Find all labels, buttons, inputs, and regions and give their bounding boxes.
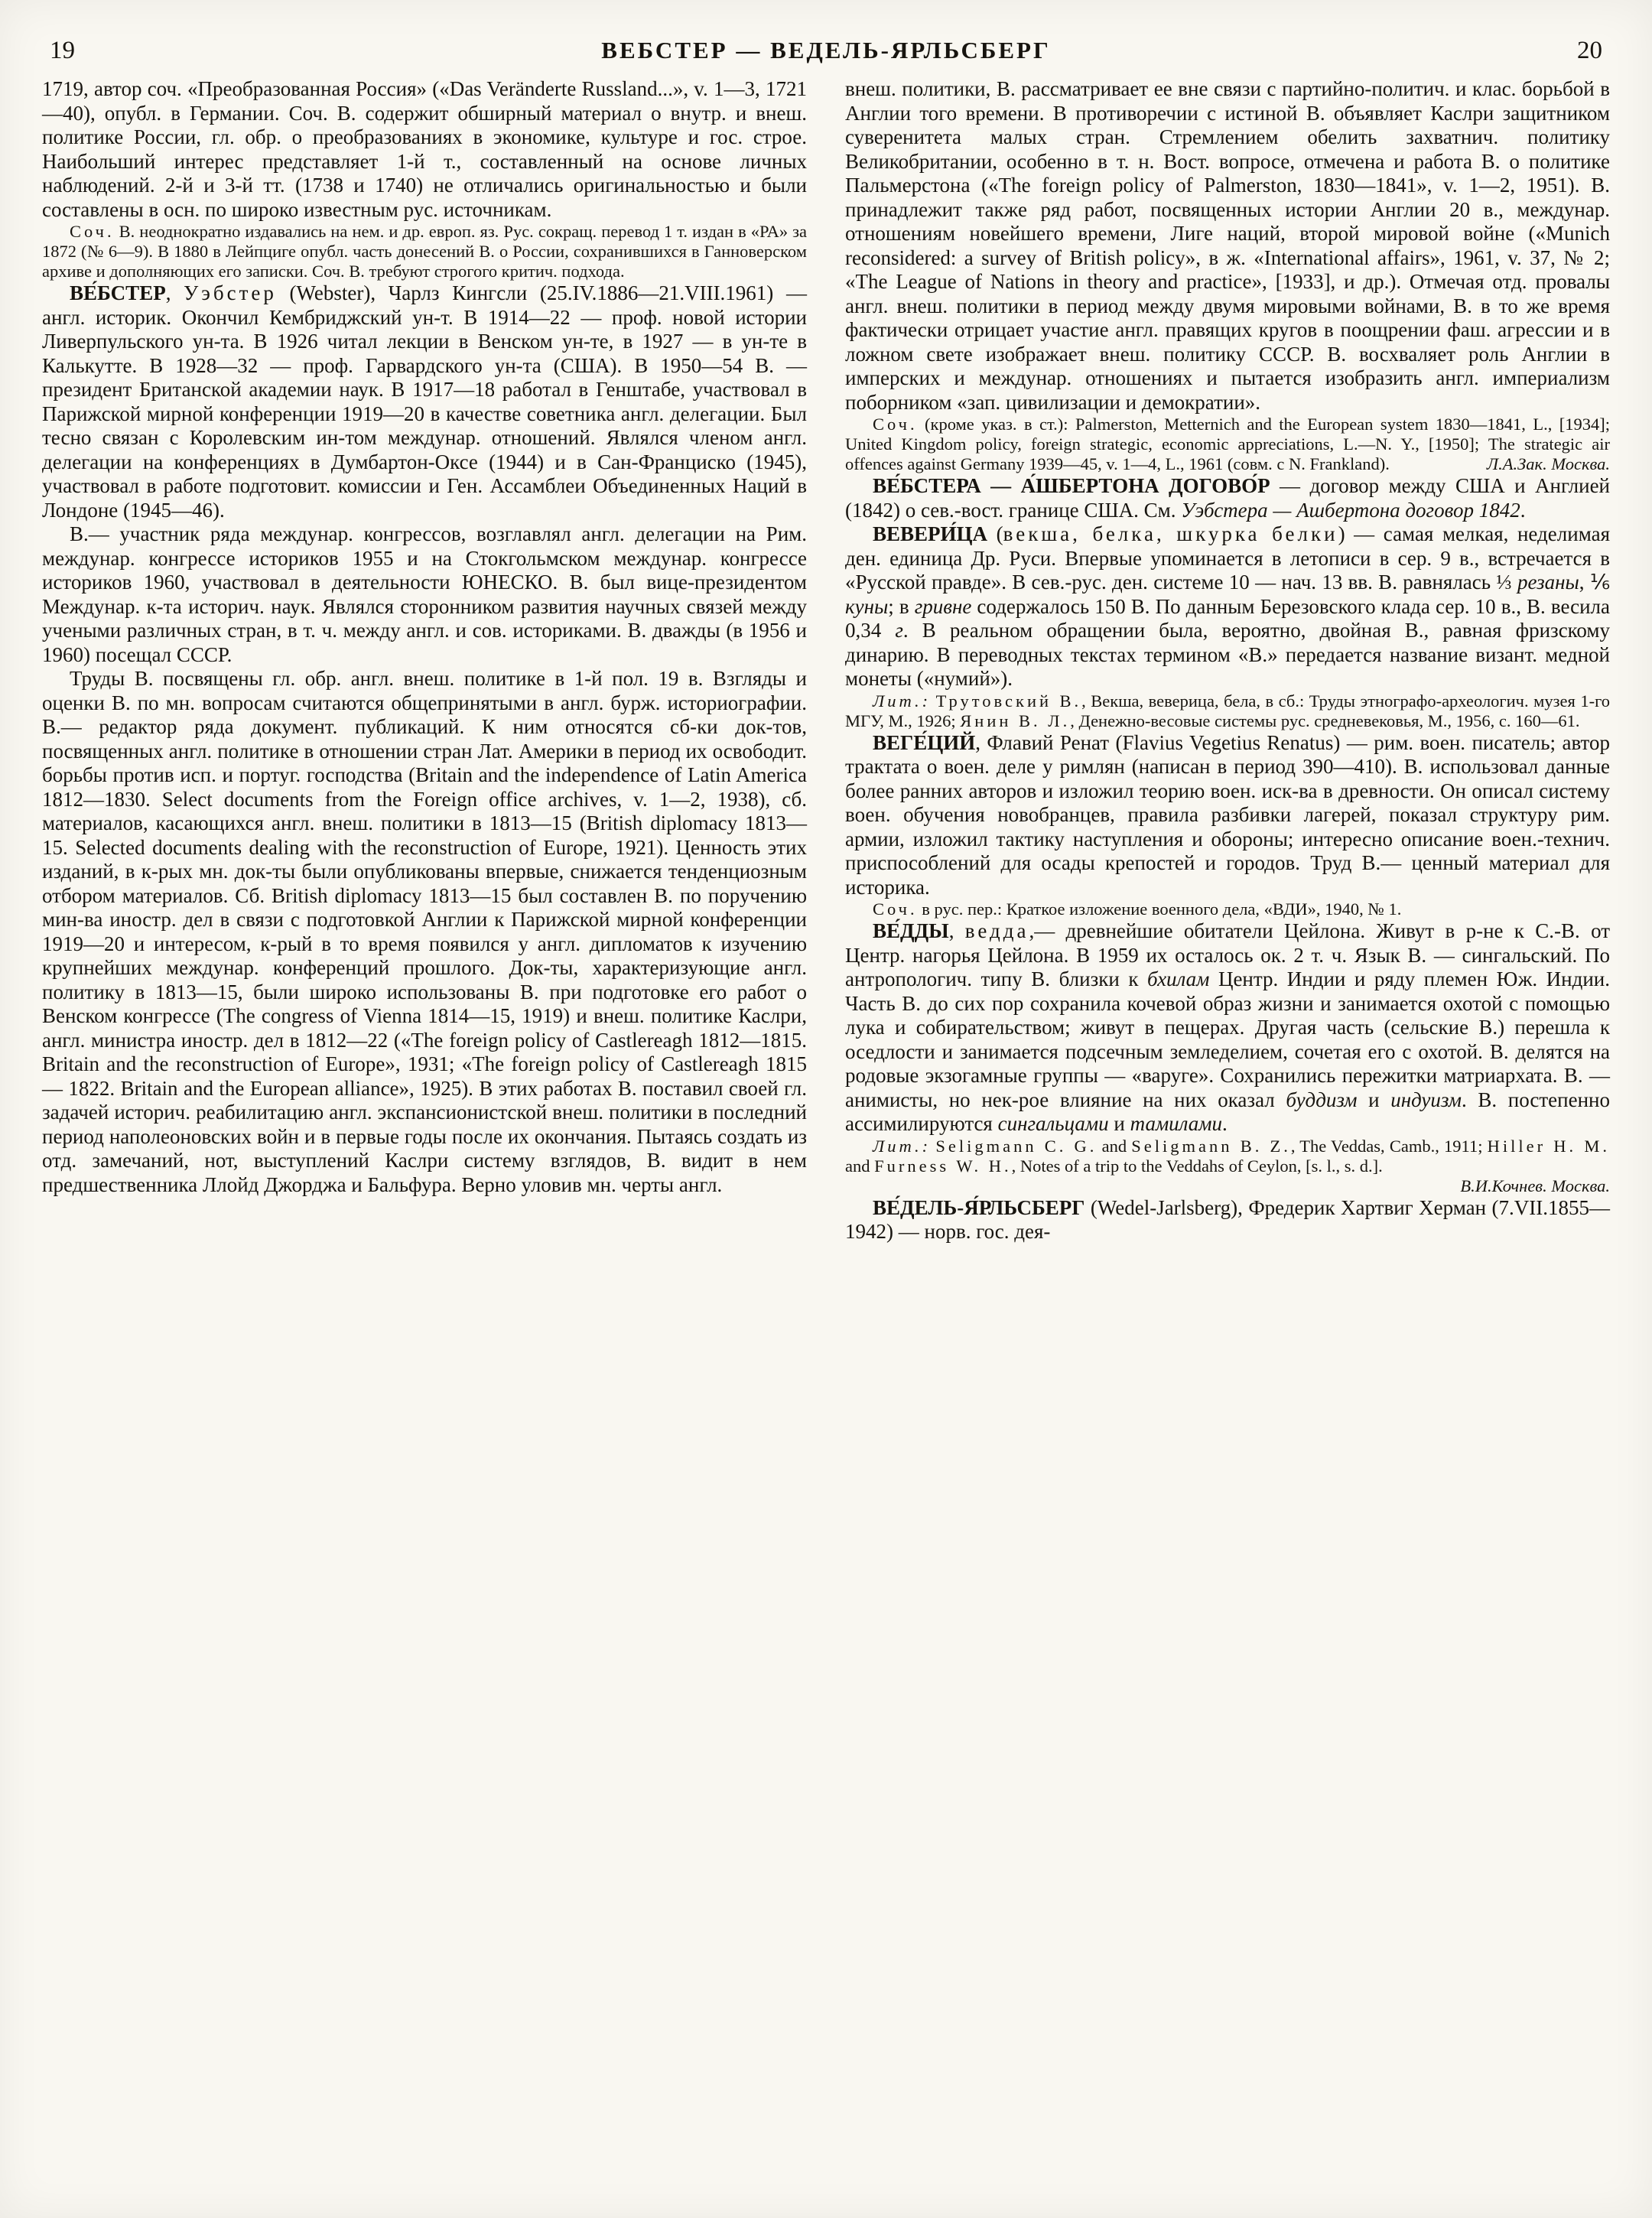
text-run: , Денежно-весовые системы рус. средневековья, М., 1956, с. 160—61. [1070, 711, 1580, 730]
text-run: г [895, 619, 903, 642]
bibliography-vegetius [845, 899, 1610, 919]
literature-veddas [845, 1137, 1610, 1176]
entry-webster [42, 281, 807, 522]
signature-kochnev [845, 1176, 1610, 1196]
entry-veddas [845, 919, 1610, 1137]
entry-wedel-jarlsberg [845, 1196, 1610, 1244]
text-run: ,— древнейшие обитатели Цейлона. Живут в р-не к С.-В. от Центр. нагорья Цейлона. В 1959 их осталось ок. 2 т. ч. Язык В. — сингальский. По антропологич. типу В. близки к [845, 919, 1611, 990]
text-run: , Notes of a trip to the Veddahs of Ceylon, [s. l., s. d.]. [1011, 1156, 1383, 1176]
text-run: and [845, 1156, 875, 1176]
text-run: , The Veddas, Camb., 1911; [1290, 1136, 1488, 1156]
text-run: ВЕВЕРИ́ЦА [873, 522, 988, 545]
paragraph-weber-continuation [42, 77, 807, 222]
entry-veveritsa [845, 522, 1610, 691]
text-run: ) — самая мелкая, неделимая ден. единица Др. Руси. Впервые упоминается в летописи в сер. 9 в., встречается в «Русской правде». В сев.-рус. ден. системе 10 — нач. 13 вв. В. равнялась ⅓ [845, 522, 1610, 594]
text-run: ВЕ́ДДЫ [873, 919, 949, 942]
text-run: . В. постепенно ассимилируются [845, 1088, 1611, 1135]
text-run: Seligmann C. G. [935, 1136, 1098, 1156]
entry-webster-ashburton-treaty [845, 474, 1610, 522]
text-run: Hiller H. M. [1487, 1136, 1610, 1156]
text-run: — договор между США и Англией (1842) о сев.-вост. границе США. См. [845, 474, 1611, 522]
text-run: В.И.Кочнев. Москва. [1460, 1176, 1610, 1195]
left-column [42, 77, 807, 1244]
text-run: and [1097, 1136, 1132, 1156]
right-column [845, 77, 1610, 1244]
text-run: и [1108, 1112, 1130, 1135]
page-number-left: 19 [50, 37, 75, 64]
text-run: Труды В. посвящены гл. обр. англ. внеш. политике в 1-й пол. 19 в. Взгляды и оценки В. по мн. вопросам считаются общепринятыми в англ. бурж. историографии. В.— редактор ряда документ. публикаций. К ним относятся сб-ки док-тов, посвященных англ. политике в отношении стран Лат. Америки в период их освободит. борьбы против исп. и португ. господства (Britain and the independence of Latin America 1812—1830. Select documents from the Foreign office archives, v. 1—2, 1938), сб. материалов, касающихся англ. внеш. политики в 1813—15 (British diplomacy 1813—15. Selected documents dealing with the reconstruction of Europe, 1921). Ценность этих изданий, в к-рых мн. док-ты были опубликованы впервые, снижается тенденциозным отбором материалов. Сб. British diplomacy 1813—15 был составлен В. по поручению мин-ва иностр. дел в связи с подготовкой Англии к Парижской мирной конференции 1919—20 и интересом, к-рый в то время появился у англ. дипломатов к изучению крупнейших междунар. конференций прошлого. Док-ты, характеризующие англ. политику в 1813—15, были широко использованы В. при подготовке его работ о Венском конгрессе (The congress of Vienna 1814—15, 1919) и внеш. политике Каслри, англ. министра иностр. дел в 1812—22 («The foreign policy of Castlereagh 1812—1815. Britain and the reconstruction of Europe», 1931; «The foreign policy of Castlereagh 1815 — 1822. Britain and the European alliance», 1925). В этих работах В. поставил своей гл. задачей историч. реабилитацию англ. экспансионистской внеш. политики в последний период наполеоновских войн и в первые годы после их окончания. Пытаясь создать из отд. замечаний, нот, выступлений Каслри систему взглядов, В. видит в нем предшественника Ллойд Джорджа и Бальфура. Верно уловив мн. черты англ. [42, 667, 807, 1196]
text-run: . В реальном обращении была, вероятно, двойная В., равная фризскому динарию. В переводных текстах термином «В.» передается название визант. медной монеты («нумий»). [845, 619, 1610, 690]
text-run: Уэбстер [184, 281, 277, 304]
text-run: В.— участник ряда междунар. конгрессов, возглавлял англ. делегации на Рим. междунар. конгрессе историков 1955 и на Стокгольмском междунар. конгрессе историков 1960, участвовал в деятельности ЮНЕСКО. В. был вице-президентом Междунар. к-та историч. наук. Являлся сторонником развития научных связей между учеными различных стран, в т. ч. между англ. и сов. историками. В. дважды (в 1956 и 1960) посещал СССР. [42, 522, 807, 666]
text-run: Центр. Индии и ряду племен Юж. Индии. Часть В. до сих пор сохранила кочевой образ жизни и занимается охотой с помощью лука и собирательством; живут в пещерах. Другая часть (сельские В.) перешла к оседлости и занимается подсечным земледелием, сочетая его с охотой. В. делятся на родовые экзогамные группы — «варуге». Сохранились пережитки матриархата. В. — анимисты, но нек-рое влияние на них оказал [845, 968, 1610, 1111]
text-run: гривне [914, 594, 972, 618]
text-run: (Webster), Чарлз Кингсли (25.IV.1886—21.VIII.1961) — англ. историк. Окончил Кембриджский ун-т. В 1914—22 — проф. новой истории Ливерпульского ун-та. В 1926 читал лекции в Венском ун-те, в 1927 — в ун-те в Калькутте. В 1928—32 — проф. Гарвардского ун-та (США). В 1950—54 В. — президент Британской академии наук. В 1917—18 работал в Генштабе, участвовал в Парижской мирной конференции 1919—20 в качестве советника англ. делегации. Был тесно связан с Королевским ин-том междунар. отношений. Являлся членом англ. делегации на конференциях в Думбартон-Оксе (1944) и в Сан-Франциско (1945), участвовал в работе подготовит. комиссии и Ген. Ассамблеи Объединенных Наций в Лондоне (1945—46). [42, 281, 807, 522]
text-run: векша, белка, шкурка белки [1003, 522, 1338, 545]
text-run: (кроме указ. в ст.): Palmerston, Metternich and the European system 1830—1841, L., [1934]; United Kingdom policy, foreign strategic, economic appreciations, L.—N. Y., [1950]; The strategic air offences against Germany 1939—45, v. 1—4, L., 1961 (совм. с N. Frankland). [845, 415, 1610, 473]
text-run: в рус. пер.: Краткое изложение военного дела, «ВДИ», 1940, № 1. [917, 899, 1402, 919]
text-run: . [1222, 1112, 1228, 1135]
paragraph-webster-continuation [845, 77, 1610, 415]
text-run: 1719, автор соч. «Преобразованная Россия» («Das Veränderte Russland...», v. 1—3, 1721—40), опубл. в Германии. Соч. В. содержит обширный материал о внутр. и внеш. политике России, гл. обр. о преобразованиях в экономике, культуре и гос. строе. Наибольший интерес представляет 1-й т., составленный на основе личных наблюдений. 2-й и 3-й тт. (1738 и 1740) не отличались оригинальностью и были составлены в осн. по широко известным рус. источникам. [42, 77, 807, 221]
text-run: бхилам [1147, 968, 1210, 990]
page-number-right: 20 [1577, 37, 1602, 64]
text-run: содержалось 150 В. По данным Березовского клада сер. 10 в., В. весила 0,34 [845, 594, 1611, 642]
entry-vegetius [845, 731, 1610, 900]
text-run: . [1520, 498, 1526, 522]
text-run: Лит.: [873, 691, 932, 711]
text-run: ; в [888, 594, 915, 618]
text-run: Соч. [873, 415, 918, 434]
text-run: резаны [1517, 571, 1579, 594]
text-run: Соч. [873, 899, 918, 919]
text-run: сингальцами [997, 1112, 1109, 1135]
text-run: индуизм [1390, 1088, 1462, 1111]
text-run: ВЕ́БСТЕР [70, 281, 166, 304]
text-run: , Векша, веверица, бела, в сб.: Труды этнографо-археологич. музея 1-го МГУ, М., 1926; [845, 691, 1611, 730]
text-run: Уэбстера — Ашбертона договор 1842 [1181, 498, 1520, 522]
text-run: внеш. политики, В. рассматривает ее вне связи с партийно-политич. и клас. борьбой в Англии того времени. В противоречии с истиной В. объявляет Каслри защитником суверенитета малых стран. Стремлением обелить захватнич. политику Великобритании, особенно в т. н. Вост. вопросе, отмечена и работа В. о политике Пальмерстона («The foreign policy of Palmerston, 1830—1841», v. 1—2, 1951). В. принадлежит также ряд работ, посвященных истории Англии 20 в., междунар. отношениям новейшего времени, Лиге наций, второй мировой войне («Munich reconsidered: a survey of British policy», в ж. «International affairs», 1961, v. 37, № 2; «The League of Nations in theory and practice», [1933], и др.). Отмечая отд. провалы англ. внеш. политики в период между двумя мировыми войнами, В. в то же время фактически отрицает участие англ. правящих кругов в поощрении фаш. агрессии и в ложном свете изображает внеш. политику СССР. В. восхваляет роль Англии в имперских и междунар. отношениях и пытается изобразить англ. империализм поборником «зап. цивилизации и демократии». [845, 77, 1610, 414]
bibliography-weber [42, 222, 807, 281]
running-head: ВЕБСТЕР — ВЕДЕЛЬ-ЯРЛЬСБЕРГ [601, 37, 1051, 63]
text-run: и [1357, 1088, 1391, 1111]
text-run: , [165, 281, 184, 304]
text-run: Л.А.Зак. Москва. [1486, 454, 1610, 473]
text-run: ведда [964, 919, 1029, 942]
page-header [42, 37, 1610, 77]
text-run: ВЕ́БСТЕРА — А́ШБЕРТОНА ДОГОВО́Р [873, 474, 1270, 497]
text-run: ВЕ́ДЕЛЬ-Я́РЛЬСБЕРГ [873, 1195, 1085, 1219]
text-run: , [948, 919, 965, 942]
text-run: Янин В. Л. [960, 711, 1071, 730]
paragraph-webster-congresses [42, 522, 807, 667]
text-run: ВЕГЕ́ЦИЙ [873, 730, 976, 754]
text-run: куны [845, 594, 889, 618]
text-run: (Wedel-Jarlsberg), Фредерик Хартвиг Херман (7.VII.1855—1942) — норв. гос. дея- [845, 1195, 1610, 1243]
columns [42, 77, 1610, 1244]
text-run: Seligmann B. Z. [1131, 1136, 1291, 1156]
bibliography-webster [845, 415, 1610, 474]
text-run: Лит.: [873, 1136, 932, 1156]
text-run: Furness W. H. [874, 1156, 1012, 1176]
text-run: Трутовский В. [935, 691, 1082, 711]
text-run: Соч. [70, 222, 115, 241]
text-run: , ⅙ [1579, 571, 1610, 594]
paragraph-webster-works [42, 667, 807, 1197]
text-run: , Флавий Ренат (Flavius Vegetius Renatus) — рим. воен. писатель; автор трактата о воен. деле у римлян (написан в период 390—410). В. использовал данные более ранних авторов и изложил теорию воен. иск-ва в древности. Он описал систему воен. обучения новобранцев, правила разбивки лагерей, показал структуру рим. армии, изложил тактику наступления и обороны; интересно описание воен.-технич. приспособлений для осады крепостей и городов. Труд В.— ценный материал для историка. [845, 730, 1610, 899]
text-run: ( [987, 522, 1003, 545]
text-run: В. неоднократно издавались на нем. и др. европ. яз. Рус. сокращ. перевод 1 т. издан в «РА» за 1872 (№ 6—9). В 1880 в Лейпциге опубл. часть донесений В. о России, сохранившихся в Ганноверском архиве и дополняющих его записки. Соч. В. требуют строгого критич. подхода. [42, 222, 807, 281]
literature-veveritsa [845, 691, 1610, 731]
text-run: тамилами [1130, 1112, 1223, 1135]
text-run: буддизм [1286, 1088, 1358, 1111]
